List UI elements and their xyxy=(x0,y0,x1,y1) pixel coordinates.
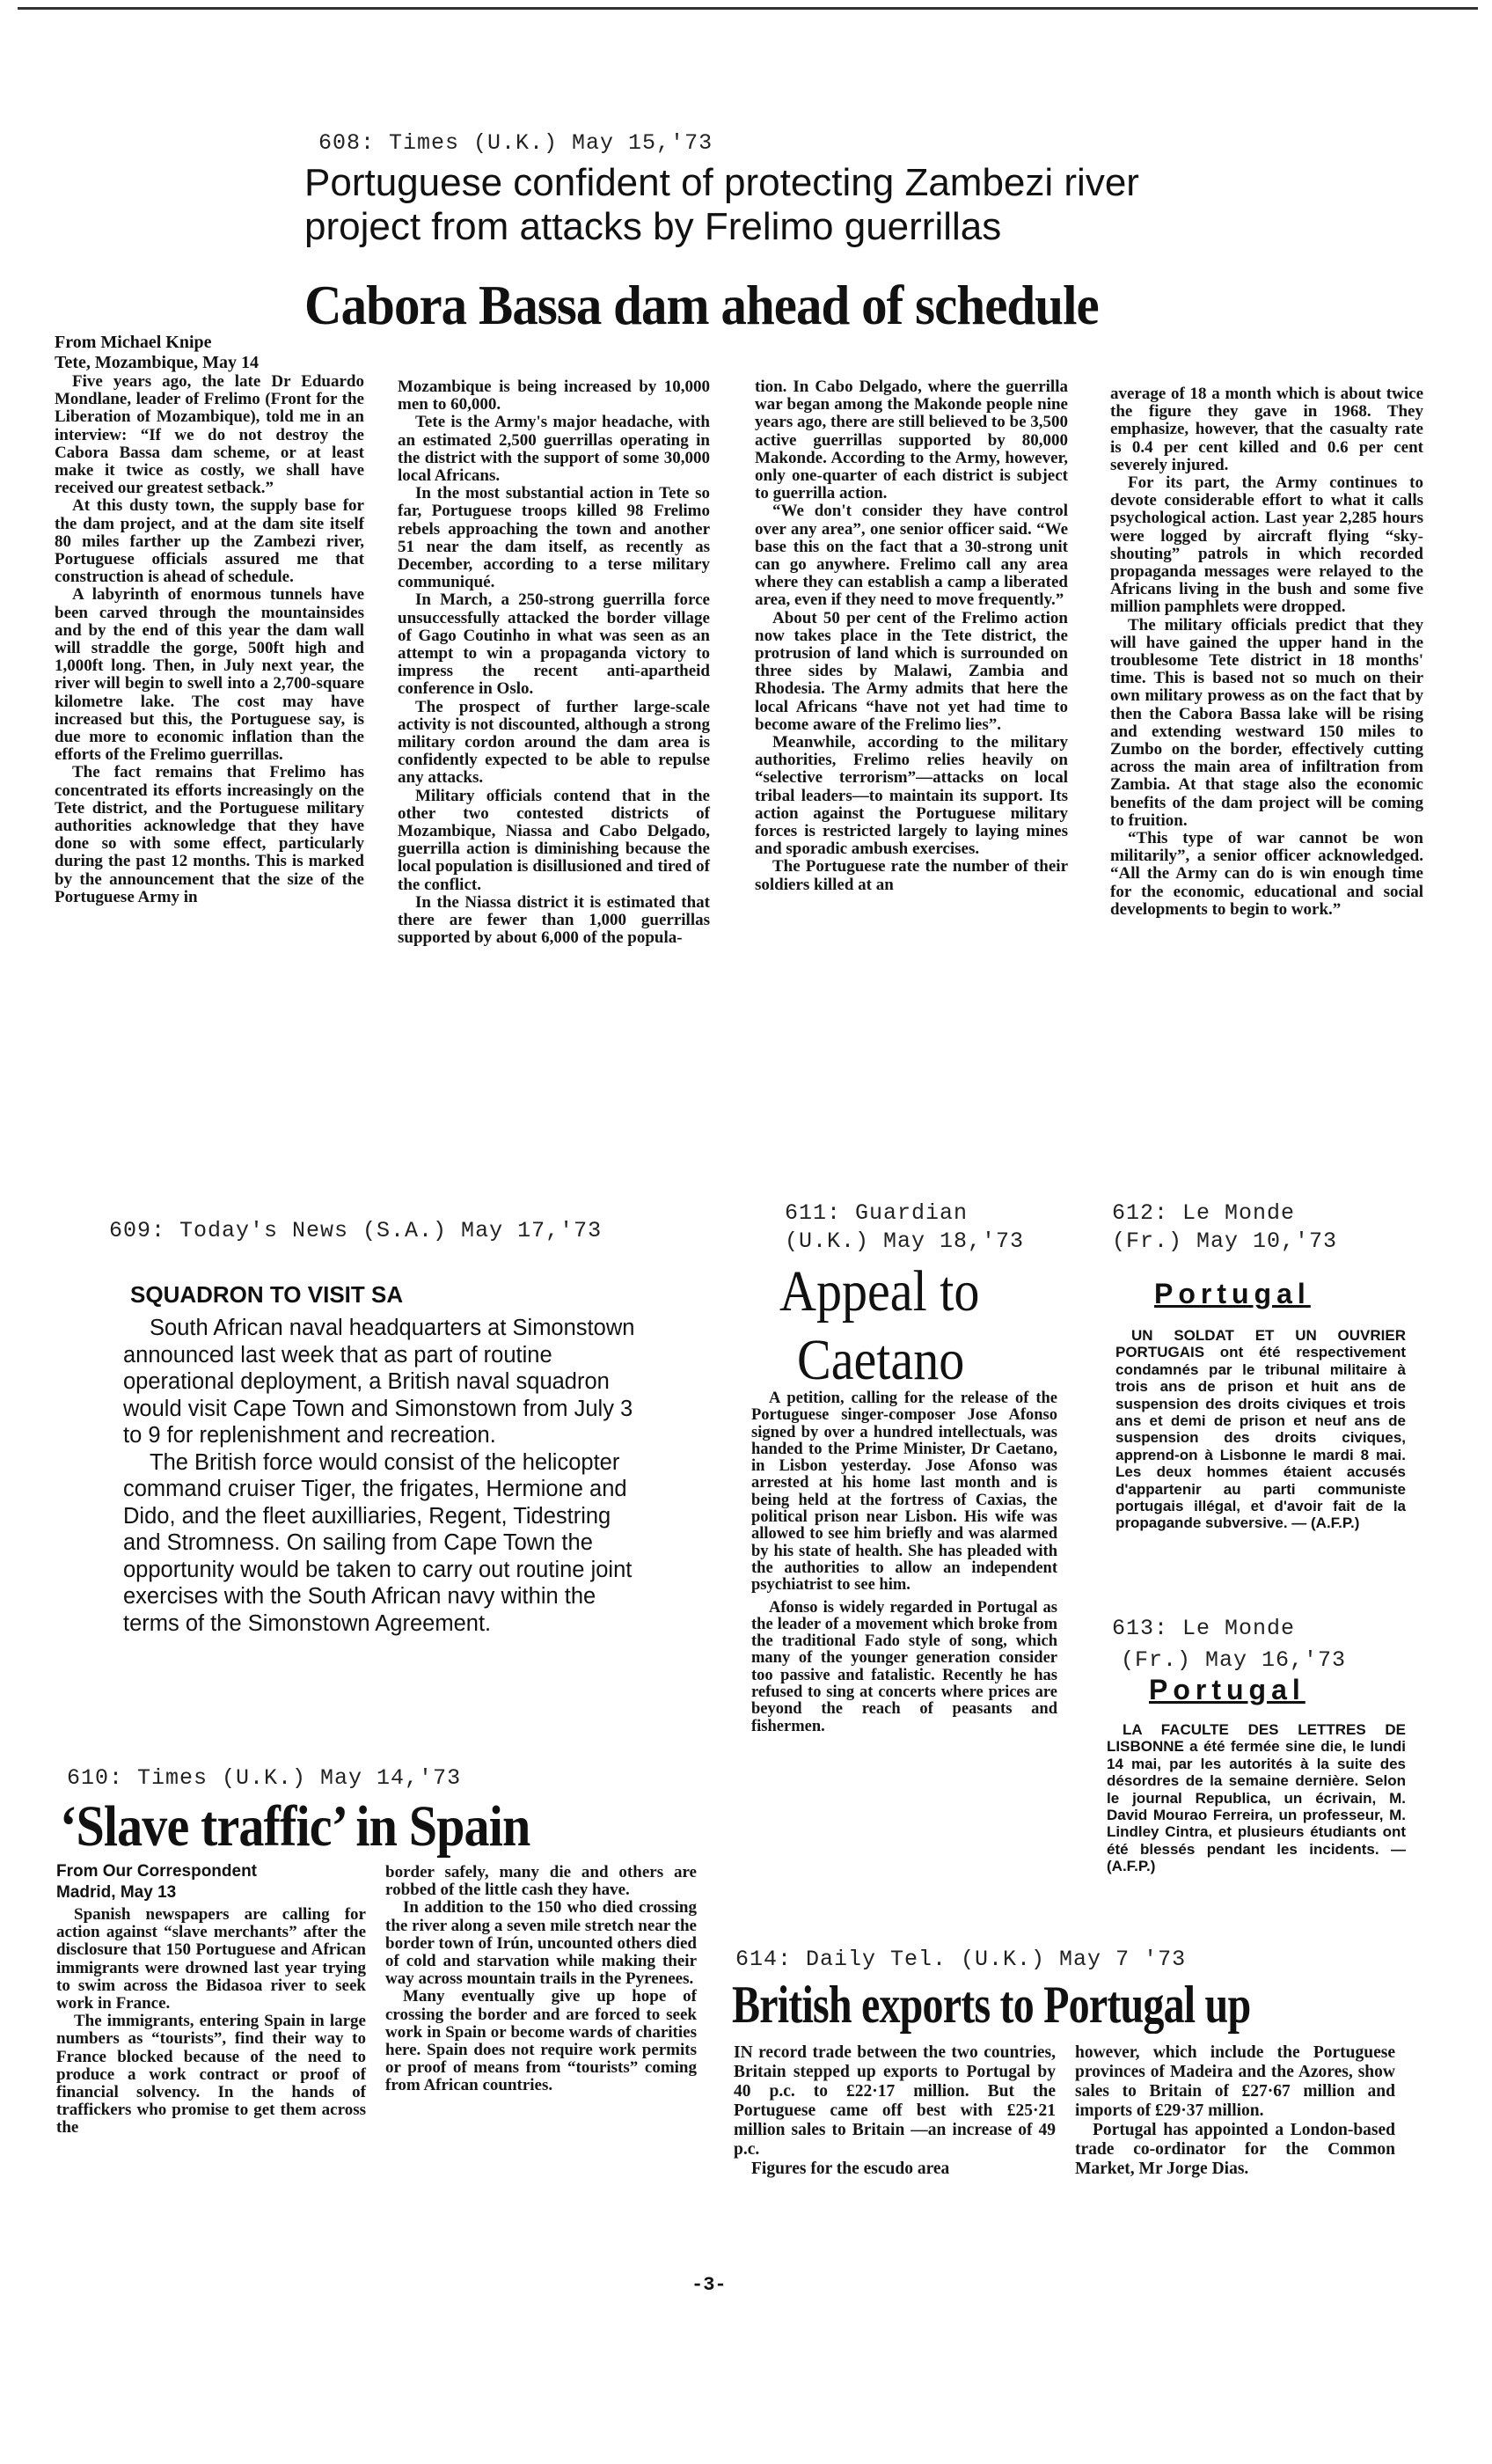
source-612-line1: 612: Le Monde xyxy=(1112,1200,1296,1226)
paragraph: For its part, the Army continues to devote considerable effort to what it calls psychological action. Last year 2,285 hours were logged by aircraft flying “sky-shouting” patrols in which recorded propaganda messages were relayed to the Africans living in the bush and some five million pamphlets were dropped. xyxy=(1110,473,1423,617)
article-609-body xyxy=(123,1315,644,1637)
paragraph: Tete is the Army's major headache, with an estimated 2,500 guerrillas operating in the district with the support of some 30,000 local Africans. xyxy=(398,413,710,486)
paragraph: At this dusty town, the supply base for the dam project, and at the dam site itself 80 miles farther up the Zambezi river, Portuguese officials assured me that construction is ahead of schedule. xyxy=(55,496,364,587)
headline-610: ‘Slave traffic’ in Spain xyxy=(60,1794,530,1859)
paragraph: In the most substantial action in Tete so far, Portuguese troops killed 98 Frelimo rebels approaching the town and another 51 near the dam itself, as recently as December, according to a terse military communiqué. xyxy=(398,484,710,592)
article-611-body xyxy=(751,1390,1057,1735)
dateline-610: Madrid, May 13 xyxy=(56,1883,177,1902)
paragraph: Figures for the escudo area xyxy=(751,2160,950,2178)
source-608: 608: Times (U.K.) May 15,'73 xyxy=(318,130,713,156)
source-613-line1: 613: Le Monde xyxy=(1112,1616,1296,1641)
paragraph: A labyrinth of enormous tunnels have been carved through the mountainsides and by the end of this year the dam wall will straddle the gorge, 500ft high and 1,000ft long. Then, in July next year, the river will begin to swell into a 2,700-square kilometre lake. The cost may have increased but this, the Portuguese say, is due more to economic inflation than the efforts of the Frelimo guerrillas. xyxy=(55,585,364,765)
source-611-line1: 611: Guardian xyxy=(785,1200,969,1226)
page-number: -3- xyxy=(691,2274,727,2296)
paragraph: South African naval headquarters at Simonstown announced last week that as part of routine operational deployment, a British naval squadron would visit Cape Town and Simonstown from July 3 to 9 for replenishment and recreation. xyxy=(123,1316,635,1448)
article-614-column-1 xyxy=(734,2043,1056,2179)
paragraph: IN record trade between the two countries, Britain stepped up exports to Portugal by 40 p.c. to £22·17 million. But the Portuguese came off best with £25·21 million sales to Britain —an increase of 49 p.c. xyxy=(734,2043,1056,2159)
paragraph: LA FACULTE DES LETTRES DE LISBONNE a été fermée sine die, le lundi 14 mai, par les autorités à la suite des désordres de la semaine dernière. Selon le journal Republica, un écrivain, M. David Mourao Ferreira, un professeur, M. Lindley Cintra, et plusieurs étudiants ont été blessés pendant les incidents. — (A.F.P.) xyxy=(1107,1721,1406,1875)
headline-609: SQUADRON TO VISIT SA xyxy=(130,1281,404,1308)
paragraph: The immigrants, entering Spain in large numbers as “tourists”, find their way to France blocked because of the need to produce a work contract or proof of financial solvency. In the hands of traffickers who promise to get them across the xyxy=(56,2012,366,2138)
source-610: 610: Times (U.K.) May 14,'73 xyxy=(67,1765,462,1791)
article-608-column-4 xyxy=(1110,385,1423,919)
paragraph: Mozambique is being increased by 10,000 men to 60,000. xyxy=(398,378,710,414)
article-608-column-1 xyxy=(55,373,364,906)
paragraph: Five years ago, the late Dr Eduardo Mondlane, leader of Frelimo (Front for the Liberation of Mozambique), told me in an interview: “If we do not destroy the Cabora Bassa dam scheme, or at least make it twice as costly, we shall have received our greatest setback.” xyxy=(55,372,364,498)
kicker-608-line1: Portuguese confident of protecting Zambezi river xyxy=(304,161,1139,204)
article-610-column-2 xyxy=(385,1864,697,2095)
paragraph: “This type of war cannot be won militarily”, a senior officer acknowledged. “All the Army can do is win enough time for the economic, educational and social developments to begin to work.” xyxy=(1110,829,1423,919)
paragraph: The Portuguese rate the number of their soldiers killed at an xyxy=(755,857,1068,894)
paragraph: The military officials predict that they will have gained the upper hand in the troublesome Tete district in 18 months' time. This is based not so much on their own military prowess as on the fact that by then the Cabora Bassa lake will be rising and extending westward 150 miles to Zumbo on the border, effectively cutting across the main area of infiltration from Zambia. At that stage also the economic benefits of the dam project will be coming to fruition. xyxy=(1110,615,1423,830)
paragraph: Military officials contend that in the other two contested districts of Mozambique, Niassa and Cabo Delgado, guerrilla action is diminishing because the local population is disillusioned and tired of the conflict. xyxy=(398,786,710,894)
paragraph: Portugal has appointed a London-based trade co-ordinator for the Common Market, Mr Jorge Dias. xyxy=(1075,2121,1395,2178)
article-608-column-3 xyxy=(755,378,1068,894)
dateline-608: Tete, Mozambique, May 14 xyxy=(55,353,260,372)
paragraph: In March, a 250-strong guerrilla force unsuccessfully attacked the border village of Gago Coutinho in what was seen as an attempt to win a propaganda victory to impress the recent anti-apartheid conference in Oslo. xyxy=(398,590,710,699)
paragraph: In addition to the 150 who died crossing the river along a seven mile stretch near the border town of Irún, uncounted others died of cold and starvation while making their way across mountain trails in the Pyrenees. xyxy=(385,1898,697,1989)
byline-610: From Our Correspondent xyxy=(56,1862,258,1881)
article-608-column-2 xyxy=(398,378,710,948)
article-614-column-2 xyxy=(1075,2043,1395,2179)
headline-611-line2: Caetano xyxy=(797,1328,965,1392)
source-611-line2: (U.K.) May 18,'73 xyxy=(785,1228,1025,1254)
paragraph: Spanish newspapers are calling for action against “slave merchants” after the disclosure that 150 Portuguese and African immigrants were drowned last year trying to swim across the Bidasoa river to seek work in France. xyxy=(56,1905,366,2013)
source-612-line2: (Fr.) May 10,'73 xyxy=(1112,1228,1338,1254)
source-613-line2: (Fr.) May 16,'73 xyxy=(1121,1647,1347,1673)
article-612-body xyxy=(1115,1327,1406,1532)
paragraph: About 50 per cent of the Frelimo action now takes place in the Tete district, the protrusion of land which is surrounded on three sides by Malawi, Zambia and Rhodesia. The Army admits that here the local Africans “have not yet had time to become aware of the Frelimo lies”. xyxy=(755,608,1068,734)
paragraph: The fact remains that Frelimo has concentrated its efforts increasingly on the Tete district, and the Portuguese military authorities acknowledge that they have done so with some effect, particularly during the past 12 months. This is marked by the announcement that the size of the Portuguese Army in xyxy=(55,763,364,906)
headline-608: Cabora Bassa dam ahead of schedule xyxy=(304,274,1099,336)
paragraph: Many eventually give up hope of crossing the border and are forced to seek work in Spain or become wards of charities here. Spain does not require work permits or proof of means from “tourists” coming from African countries. xyxy=(385,1987,697,2095)
headline-612: Portugal xyxy=(1154,1278,1311,1309)
paragraph: average of 18 a month which is about twice the figure they gave in 1968. They emphasize, however, that the casualty rate is 0.4 per cent killed and 0.6 per cent severely injured. xyxy=(1110,385,1423,474)
source-614: 614: Daily Tel. (U.K.) May 7 '73 xyxy=(735,1947,1187,1972)
headline-611-line1: Appeal to xyxy=(779,1259,980,1324)
headline-614: British exports to Portugal up xyxy=(732,1976,1251,2034)
headline-613: Portugal xyxy=(1149,1674,1306,1705)
paragraph: Meanwhile, according to the military authorities, Frelimo relies heavily on “selective terrorism”—attacks on local tribal leaders—to maintain its support. Its action against the Portuguese military forces is restricted largely to laying mines and sporadic ambush exercises. xyxy=(755,733,1068,859)
paragraph: UN SOLDAT ET UN OUVRIER PORTUGAIS ont été respectivement condamnés par le tribunal militaire à trois ans de prison et huit ans de suspension des droits civiques et trois ans et demi de prison et neuf ans de suspension des droits civiques, apprend-on à Lisbonne le mardi 8 mai. Les deux hommes étaient accusés d'appartenir au parti communiste portugais illégal, et d'avoir fait de la propagande subversive. — (A.F.P.) xyxy=(1115,1327,1406,1532)
paragraph: tion. In Cabo Delgado, where the guerrilla war began among the Makonde people nine years ago, there are still believed to be 3,500 active guerrillas supported by 80,000 Makonde. According to the Army, however, only one-quarter of each district is subject to guerrilla action. xyxy=(755,378,1069,503)
paragraph: border safely, many die and others are robbed of the little cash they have. xyxy=(385,1863,697,1900)
article-613-body xyxy=(1107,1721,1406,1875)
top-border-line xyxy=(18,7,1478,10)
paragraph: however, which include the Portuguese provinces of Madeira and the Azores, show sales to Britain of £27·67 million and imports of £29·37 million. xyxy=(1075,2043,1395,2120)
source-609: 609: Today's News (S.A.) May 17,'73 xyxy=(109,1218,603,1243)
byline-608: From Michael Knipe xyxy=(55,333,212,352)
paragraph: In the Niassa district it is estimated that there are fewer than 1,000 guerrillas supported by about 6,000 of the popula- xyxy=(398,892,710,948)
paragraph: The prospect of further large-scale activity is not discounted, although a strong military cordon around the dam area is confidently expected to be able to repulse any attacks. xyxy=(398,697,710,788)
paragraph: A petition, calling for the release of the Portuguese singer-composer Jose Afonso signed by over a hundred intellectuals, was handed to the Prime Minister, Dr Caetano, in Lisbon yesterday. Jose Afonso was arrested at his home last month and is being held at the fortress of Caxias, the political prison near Lisbon. His wife was allowed to see him briefly and was alarmed by his state of health. She has pleaded with the authorities to allow an independent psychiatrist to see him. xyxy=(751,1390,1057,1595)
paragraph: “We don't consider they have control over any area”, one senior officer said. “We base this on the fact that a 30-strong unit can go anywhere. Frelimo call any area where they can establish a camp a liberated area, even if they need to move frequently.” xyxy=(755,502,1068,610)
paragraph: Afonso is widely regarded in Portugal as the leader of a movement which broke from the traditional Fado style of song, which many of the younger generation consider too passive and fatalistic. Recently he has refused to sing at concerts where prices are beyond the reach of peasants and fishermen. xyxy=(751,1598,1057,1735)
paragraph: The British force would consist of the helicopter command cruiser Tiger, the frigates, Hermione and Dido, and the fleet auxilliaries, Regent, Tidestring and Stromness. On sailing from Cape Town the opportunity would be taken to carry out routine joint exercises with the South African navy within the terms of the Simonstown Agreement. xyxy=(123,1449,633,1636)
article-610-column-1 xyxy=(56,1906,366,2138)
kicker-608-line2: project from attacks by Frelimo guerrillas xyxy=(304,205,1002,248)
